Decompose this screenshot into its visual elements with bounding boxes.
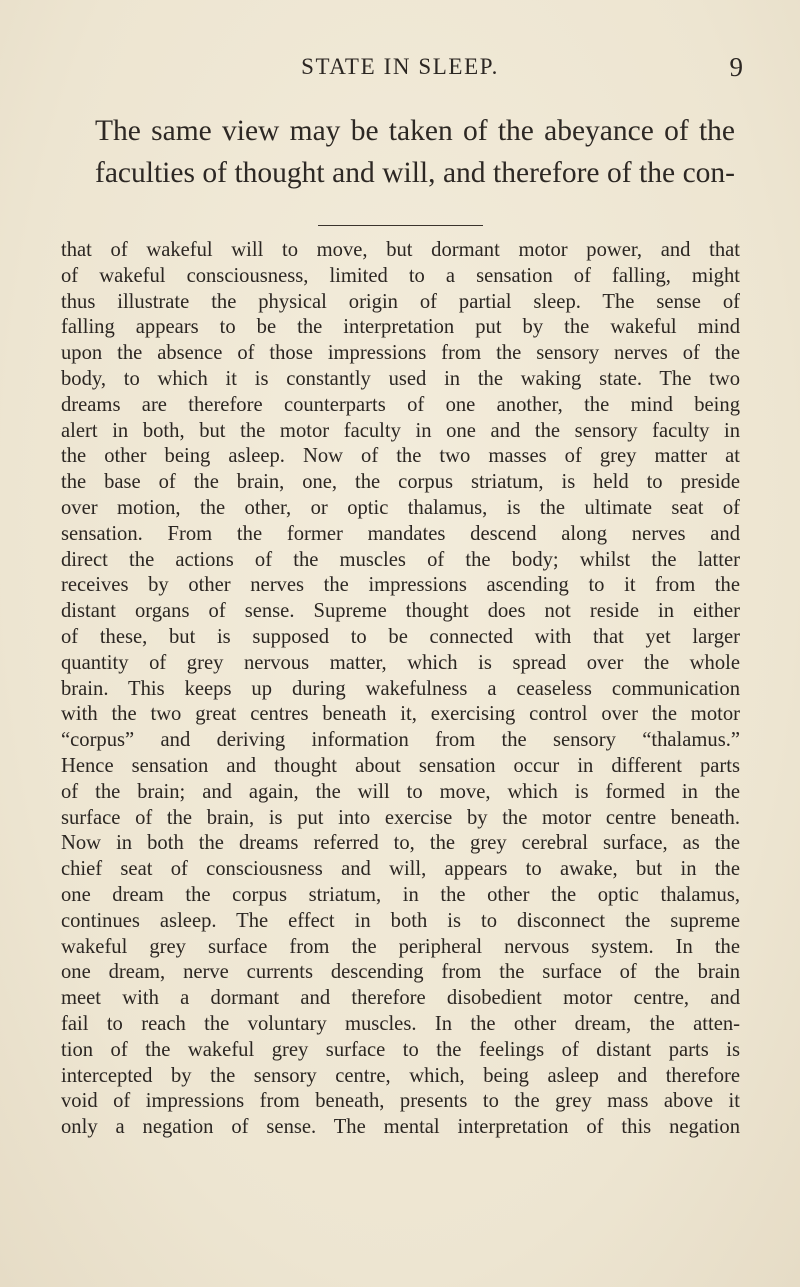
text-line: Now in both the dreams referred to, the grey cerebral surface, as the (61, 832, 740, 855)
text-line: dreams are therefore counterparts of one another, the mind being (61, 393, 740, 416)
lead-paragraph (95, 110, 735, 194)
text-line: sensation. From the former mandates descend along nerves and (61, 522, 740, 545)
text-line: thus illustrate the physical origin of partial sleep. The sense of (61, 290, 740, 313)
text-line: brain. This keeps up during wakefulness a ceaseless communication (61, 677, 740, 700)
text-line: one dream the corpus striatum, in the other the optic thalamus, (61, 883, 740, 906)
text-line: Hence sensation and thought about sensation occur in different parts (61, 754, 740, 777)
text-line: “corpus” and deriving information from the sensory “thalamus.” (61, 729, 740, 752)
text-line: continues asleep. The effect in both is to disconnect the supreme (61, 909, 740, 932)
text-line: of these, but is supposed to be connected with that yet larger (61, 625, 740, 648)
text-line: only a negation of sense. The mental interpretation of this negation (61, 1116, 740, 1139)
text-line: distant organs of sense. Supreme thought does not reside in either (61, 600, 740, 623)
text-line: meet with a dormant and therefore disobedient motor centre, and (61, 987, 740, 1010)
text-line: with the two great centres beneath it, exercising control over the motor (61, 703, 740, 726)
text-line: upon the absence of those impressions from the sensory nerves of the (61, 342, 740, 365)
text-line: direct the actions of the muscles of the body; whilst the latter (61, 548, 740, 571)
page-number: 9 (729, 52, 743, 82)
text-line: body, to which it is constantly used in the waking state. The two (61, 367, 740, 390)
running-title: STATE IN SLEEP. (301, 54, 499, 79)
text-line: of wakeful consciousness, limited to a sensation of falling, might (61, 264, 740, 287)
text-line: one dream, nerve currents descending from the surface of the brain (61, 961, 740, 984)
text-line: intercepted by the sensory centre, which, being asleep and therefore (61, 1064, 740, 1087)
lead-line: The same view may be taken of the abeyance of the (95, 115, 735, 147)
text-line: falling appears to be the interpretation put by the wakeful mind (61, 316, 740, 339)
text-line: of the brain; and again, the will to move, which is formed in the (61, 780, 740, 803)
text-line: chief seat of consciousness and will, appears to awake, but in the (61, 858, 740, 881)
body-paragraph (61, 238, 740, 1141)
running-head (0, 52, 800, 86)
text-line: alert in both, but the motor faculty in one and the sensory faculty in (61, 419, 740, 442)
text-line: fail to reach the voluntary muscles. In the other dream, the atten- (61, 1012, 740, 1035)
text-line: over motion, the other, or optic thalamus, is the ultimate seat of (61, 496, 740, 519)
text-line: quantity of grey nervous matter, which is spread over the whole (61, 651, 740, 674)
text-line: the other being asleep. Now of the two masses of grey matter at (61, 445, 740, 468)
text-line: receives by other nerves the impressions ascending to it from the (61, 574, 740, 597)
text-line: the base of the brain, one, the corpus striatum, is held to preside (61, 471, 740, 494)
text-line: wakeful grey surface from the peripheral nervous system. In the (61, 935, 740, 958)
text-line: that of wakeful will to move, but dormant motor power, and that (61, 239, 740, 261)
section-divider (318, 225, 483, 226)
text-line: surface of the brain, is put into exercise by the motor centre beneath. (61, 806, 740, 829)
text-line: void of impressions from beneath, presents to the grey mass above it (61, 1090, 740, 1113)
text-line: tion of the wakeful grey surface to the feelings of distant parts is (61, 1038, 740, 1061)
lead-line: faculties of thought and will, and therefore of the con- (95, 157, 735, 189)
